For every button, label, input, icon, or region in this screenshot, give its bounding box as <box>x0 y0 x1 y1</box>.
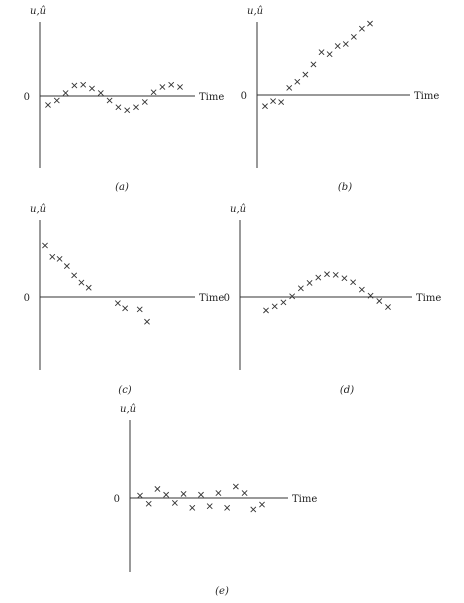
data-point <box>54 98 59 103</box>
data-point <box>137 307 142 312</box>
origin-tick-label: 0 <box>223 293 230 304</box>
data-point <box>281 300 286 305</box>
y-axis-label: u,û <box>247 6 264 17</box>
data-point <box>45 102 50 107</box>
data-point <box>259 502 264 507</box>
data-point <box>233 484 238 489</box>
data-point <box>89 86 94 91</box>
data-point <box>324 272 329 277</box>
data-point <box>359 287 364 292</box>
data-point <box>64 264 69 269</box>
data-point <box>298 286 303 291</box>
data-point <box>144 319 149 324</box>
panel-c <box>24 204 225 396</box>
panel-d <box>224 204 442 396</box>
data-point <box>86 285 91 290</box>
data-point <box>351 34 356 39</box>
origin-tick-label: 0 <box>240 91 247 102</box>
data-point <box>319 50 324 55</box>
data-point <box>146 501 151 506</box>
data-point <box>287 85 292 90</box>
y-axis-label: u,û <box>30 204 47 215</box>
data-point <box>172 500 177 505</box>
data-point <box>72 83 77 88</box>
data-point <box>342 276 347 281</box>
data-point <box>169 82 174 87</box>
panel-b <box>241 6 440 193</box>
panel-caption: (e) <box>215 586 229 597</box>
data-point <box>242 490 247 495</box>
data-point <box>81 82 86 87</box>
y-axis-label: u,û <box>120 404 137 415</box>
data-point <box>216 490 221 495</box>
data-point <box>343 41 348 46</box>
data-point <box>225 505 230 510</box>
data-point <box>367 21 372 26</box>
data-point <box>198 492 203 497</box>
data-point <box>160 84 165 89</box>
data-point <box>57 256 62 261</box>
data-point <box>79 280 84 285</box>
panel-caption: (d) <box>339 385 355 396</box>
data-point <box>116 105 121 110</box>
data-point <box>307 280 312 285</box>
x-axis-label: Time <box>416 293 442 304</box>
data-point <box>207 504 212 509</box>
data-point <box>42 243 47 248</box>
data-point <box>155 486 160 491</box>
data-point <box>272 304 277 309</box>
panel-e <box>114 404 318 597</box>
x-axis-label: Time <box>199 92 225 103</box>
data-point <box>125 108 130 113</box>
data-point <box>290 294 295 299</box>
data-point <box>303 72 308 77</box>
data-point <box>279 100 284 105</box>
data-point <box>351 280 356 285</box>
data-point <box>63 90 68 95</box>
panel-caption: (c) <box>118 385 132 396</box>
data-point <box>142 99 147 104</box>
data-point <box>123 306 128 311</box>
data-point <box>151 90 156 95</box>
data-point <box>133 105 138 110</box>
data-point <box>295 79 300 84</box>
data-point <box>137 493 142 498</box>
data-point <box>359 26 364 31</box>
data-point <box>177 84 182 89</box>
data-point <box>333 272 338 277</box>
origin-tick-label: 0 <box>23 92 30 103</box>
data-point <box>263 308 268 313</box>
origin-tick-label: 0 <box>23 293 30 304</box>
data-point <box>327 52 332 57</box>
x-axis-label: Time <box>414 91 440 102</box>
data-point <box>72 273 77 278</box>
data-point <box>311 62 316 67</box>
origin-tick-label: 0 <box>113 494 120 505</box>
x-axis-label: Time <box>199 293 225 304</box>
data-point <box>316 275 321 280</box>
data-point <box>335 43 340 48</box>
y-axis-label: u,û <box>30 6 47 17</box>
panel-caption: (a) <box>115 182 129 193</box>
data-point <box>251 507 256 512</box>
panel-caption: (b) <box>337 182 353 193</box>
data-point <box>377 298 382 303</box>
data-point <box>107 98 112 103</box>
data-point <box>98 90 103 95</box>
panel-a <box>24 6 225 193</box>
data-point <box>190 505 195 510</box>
data-point <box>385 304 390 309</box>
data-point <box>115 301 120 306</box>
data-point <box>270 99 275 104</box>
data-point <box>50 254 55 259</box>
data-point <box>164 492 169 497</box>
x-axis-label: Time <box>292 494 318 505</box>
data-point <box>181 491 186 496</box>
y-axis-label: u,û <box>230 204 247 215</box>
data-point <box>262 104 267 109</box>
